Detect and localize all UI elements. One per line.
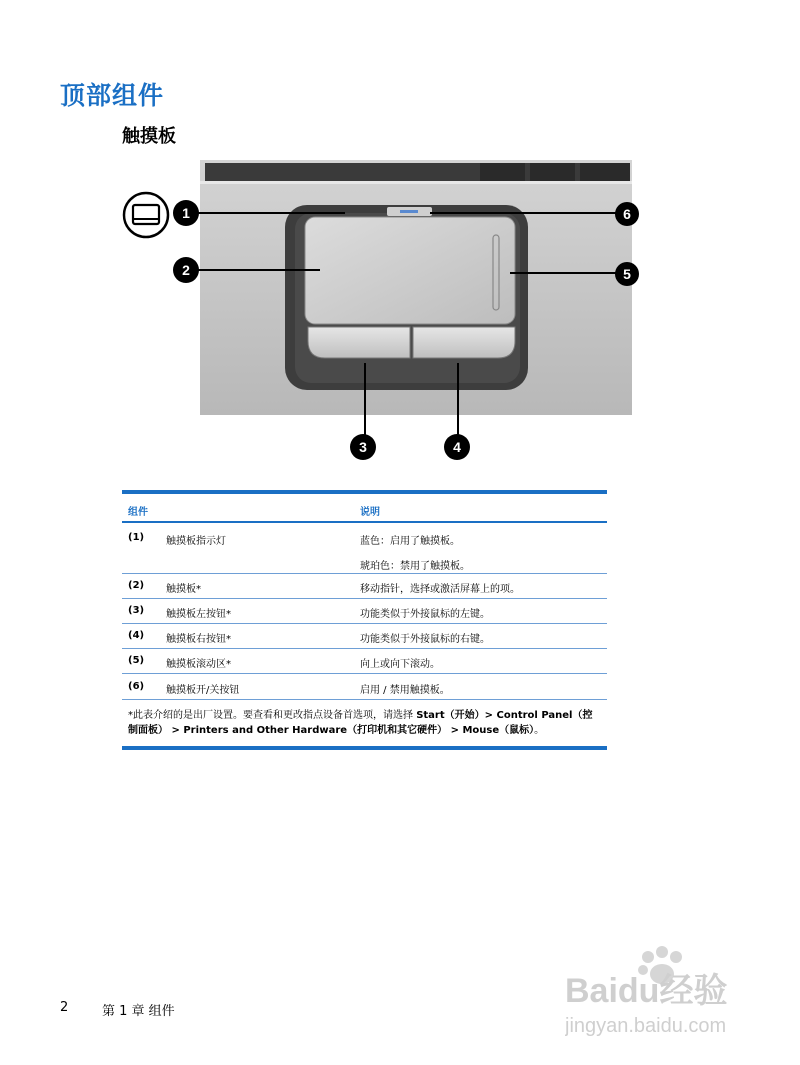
callout-1-label: 1 (182, 205, 190, 221)
row-number: (4) (128, 630, 145, 641)
row-number: (2) (128, 580, 145, 591)
callout-2-label: 2 (182, 262, 190, 278)
page-number: 2 (60, 1000, 69, 1015)
row-description: 移动指针，选择或激活屏幕上的项。 (360, 584, 520, 595)
callout-3 (350, 434, 376, 460)
watermark-url: jingyan.baidu.com (565, 1015, 727, 1037)
header-description: 说明 (360, 507, 380, 518)
touchpad-illustration (120, 155, 640, 470)
row-number: (1) (128, 532, 145, 543)
note-control-panel: Control Panel（控制面板） (128, 710, 593, 736)
table-header (122, 494, 607, 523)
table-row (122, 649, 607, 674)
note-mouse: Mouse（鼠标） (462, 725, 535, 736)
chapter-label: 第 1 章 组件 (102, 1004, 175, 1019)
table-row (122, 624, 607, 649)
section-subheading: 触摸板 (122, 126, 176, 147)
row-component: 触摸板* (166, 584, 201, 595)
note-sep: > (168, 725, 184, 736)
callout-1 (173, 200, 199, 226)
row-description: 启用 / 禁用触摸板。 (360, 685, 450, 696)
row-description: 功能类似于外接鼠标的左键。 (360, 609, 490, 620)
callout-5 (615, 262, 639, 286)
note-start: Start（开始） (416, 710, 485, 721)
callout-6-label: 6 (623, 206, 631, 222)
table-row (122, 523, 607, 574)
note-text: *此表介绍的是出厂设置。要查看和更改指点设备首选项，请选择 (128, 710, 417, 721)
row-description: 琥珀色：禁用了触摸板。 (360, 561, 470, 572)
table-row (122, 674, 607, 700)
row-number: (5) (128, 655, 145, 666)
row-component: 触摸板右按钮* (166, 634, 231, 645)
table-row (122, 599, 607, 624)
page-heading: 顶部组件 (60, 81, 165, 110)
row-component: 触摸板滚动区* (166, 659, 231, 670)
row-number: (6) (128, 681, 145, 692)
row-number: (3) (128, 605, 145, 616)
table-footnote (122, 700, 607, 750)
note-sep: > (484, 710, 497, 721)
row-component: 触摸板开/关按钮 (166, 685, 240, 696)
row-component: 触摸板左按钮* (166, 609, 231, 620)
table-row (122, 574, 607, 599)
watermark-brand: Baidu经验 (565, 972, 728, 1010)
callout-2 (173, 257, 199, 283)
callout-6 (615, 202, 639, 226)
row-component: 触摸板指示灯 (166, 536, 226, 547)
callout-4 (444, 434, 470, 460)
note-sep: > (447, 725, 463, 736)
callout-3-label: 3 (359, 439, 367, 455)
components-table (122, 490, 607, 750)
callout-4-label: 4 (453, 439, 461, 455)
header-component: 组件 (128, 507, 148, 518)
note-printers: Printers and Other Hardware（打印机和其它硬件） (183, 725, 448, 736)
row-description: 向上或向下滚动。 (360, 659, 440, 670)
row-description: 功能类似于外接鼠标的右键。 (360, 634, 490, 645)
baidu-watermark (565, 940, 765, 1040)
note-end: 。 (534, 725, 545, 736)
callout-5-label: 5 (623, 266, 631, 282)
row-description: 蓝色：启用了触摸板。 (360, 536, 460, 547)
